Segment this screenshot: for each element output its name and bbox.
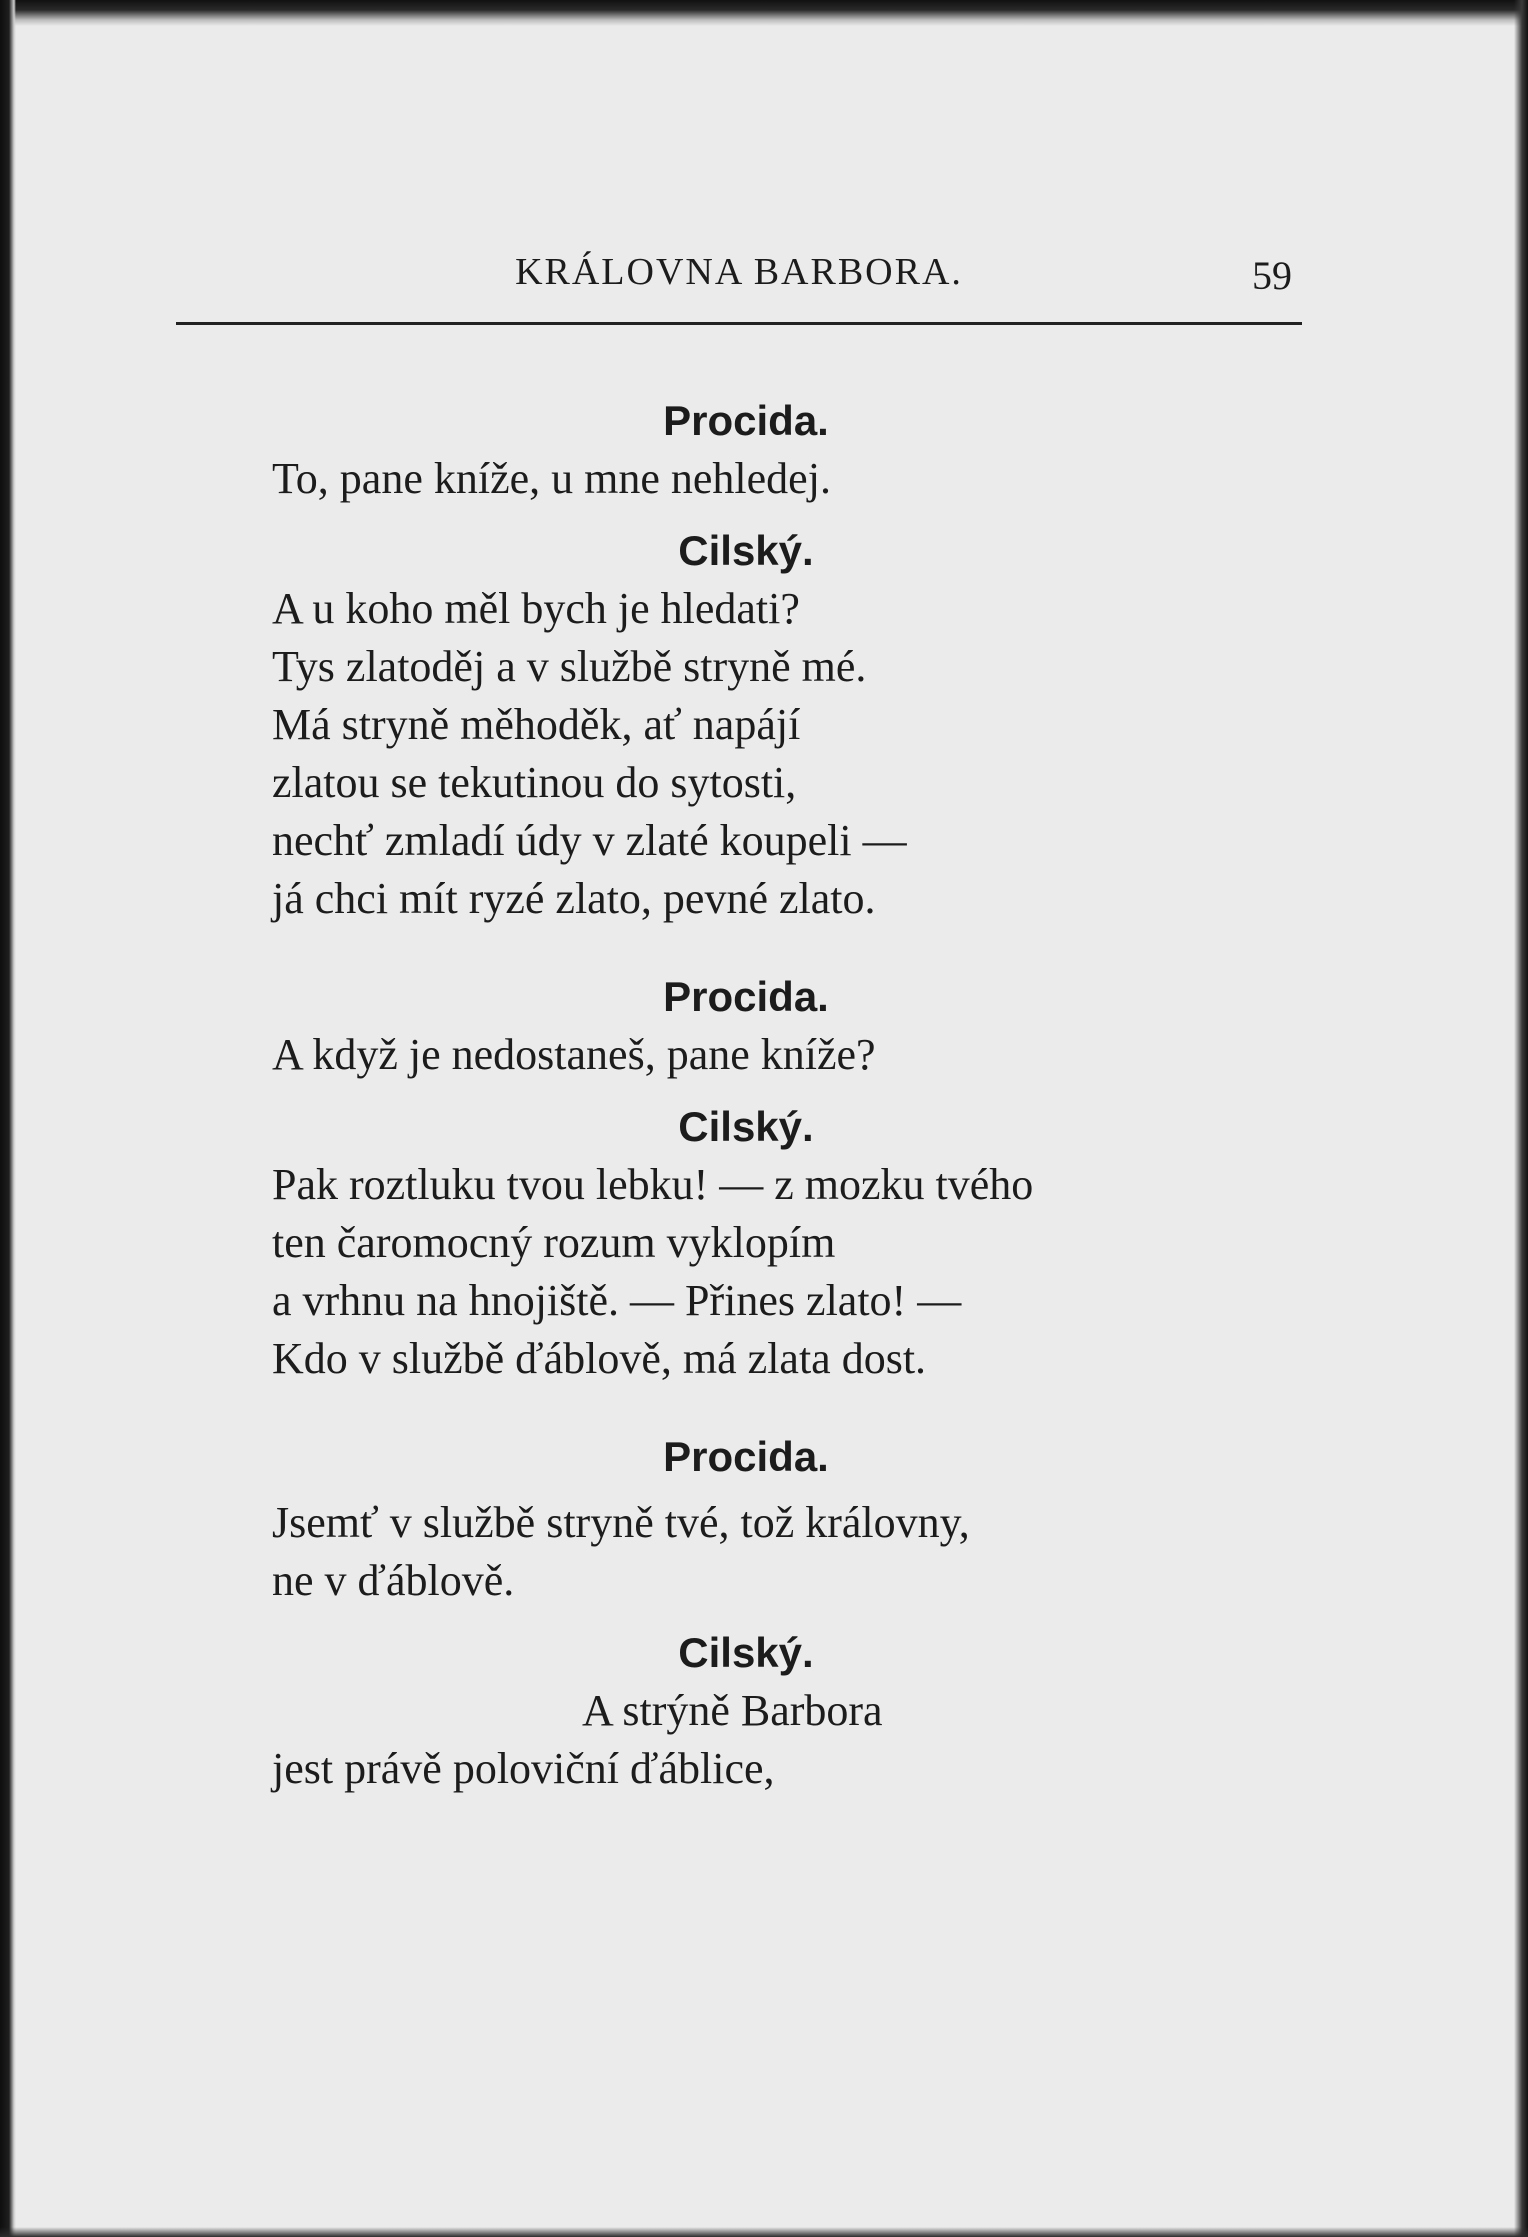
header-rule	[176, 322, 1302, 325]
scan-edge-right	[1514, 0, 1528, 2237]
verse-line: zlatou se tekutinou do sytosti,	[272, 758, 797, 807]
verse-line: Jsemť v službě stryně tvé, tož královny,	[272, 1498, 970, 1547]
speaker-name: Procida.	[663, 973, 829, 1020]
play-text	[272, 392, 1272, 1798]
verse-line: To, pane kníže, u mne nehledej.	[272, 454, 831, 503]
verse-line: nechť zmladí údy v zlaté koupeli —	[272, 816, 907, 865]
running-title: KRÁLOVNA BARBORA.	[515, 251, 963, 293]
verse-line: já chci mít ryzé zlato, pevné zlato.	[272, 874, 876, 923]
scan-edge-left	[0, 0, 16, 2237]
speaker-name: Procida.	[663, 397, 829, 444]
verse-line: Pak roztluku tvou lebku! — z mozku tvého	[272, 1160, 1034, 1209]
running-head	[176, 240, 1302, 320]
speaker-name: Cilský.	[678, 1103, 814, 1150]
verse-line: Tys zlatoděj a v službě stryně mé.	[272, 642, 867, 691]
page-number: 59	[1252, 253, 1292, 298]
verse-line: ne v ďáblově.	[272, 1556, 515, 1605]
scan-edge-bottom	[0, 2227, 1528, 2237]
verse-line: A strýně Barbora	[582, 1686, 883, 1735]
verse-line: jest právě poloviční ďáblice,	[272, 1744, 775, 1793]
verse-line: a vrhnu na hnojiště. — Přines zlato! —	[272, 1276, 962, 1325]
speaker-name: Procida.	[663, 1433, 829, 1480]
verse-line: Má stryně měhoděk, ať napájí	[272, 700, 801, 749]
scan-edge-top	[0, 0, 1528, 26]
speaker-name: Cilský.	[678, 527, 814, 574]
verse-line: Kdo v službě ďáblově, má zlata dost.	[272, 1334, 927, 1383]
verse-line: ten čaromocný rozum vyklopím	[272, 1218, 836, 1267]
verse-line: A když je nedostaneš, pane kníže?	[272, 1030, 876, 1079]
speaker-name: Cilský.	[678, 1629, 814, 1676]
verse-line: A u koho měl bych je hledati?	[272, 584, 800, 633]
